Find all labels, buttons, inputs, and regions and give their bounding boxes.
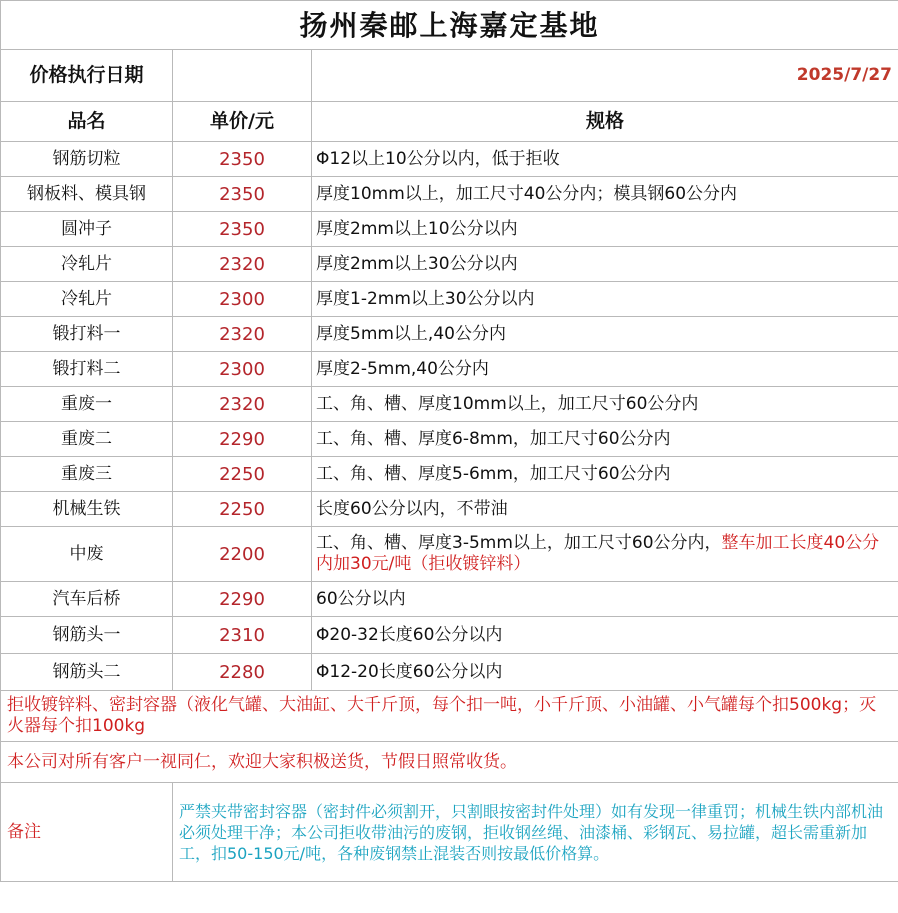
item-price: 2250 [173, 457, 312, 492]
item-spec: 厚度1-2mm以上30公分以内 [316, 288, 535, 309]
item-spec-cell [312, 527, 898, 582]
item-name: 冷轧片 [1, 247, 173, 282]
item-spec-cell [312, 654, 898, 691]
item-spec-cell [312, 422, 898, 457]
policy-note: 本公司对所有客户一视同仁，欢迎大家积极送货，节假日照常收货。 [1, 742, 898, 783]
item-name: 钢筋头二 [1, 654, 173, 691]
item-name: 钢筋头一 [1, 617, 173, 654]
item-spec-cell [312, 317, 898, 352]
item-price: 2350 [173, 142, 312, 177]
table-row [1, 527, 898, 582]
table-row [1, 247, 898, 282]
item-name: 圆冲子 [1, 212, 173, 247]
item-price: 2350 [173, 177, 312, 212]
item-price: 2280 [173, 654, 312, 691]
table-row [1, 617, 898, 654]
table-row [1, 582, 898, 617]
item-price: 2350 [173, 212, 312, 247]
item-name: 锻打料二 [1, 352, 173, 387]
item-name: 重废二 [1, 422, 173, 457]
item-price: 2200 [173, 527, 312, 582]
item-spec-cell [312, 617, 898, 654]
item-spec: 工、角、槽、厚度5-6mm，加工尺寸60公分内 [316, 463, 671, 484]
item-price: 2290 [173, 422, 312, 457]
remark-label: 备注 [1, 783, 173, 882]
item-name: 重废一 [1, 387, 173, 422]
item-spec-cell [312, 177, 898, 212]
item-spec: 工、角、槽、厚度6-8mm，加工尺寸60公分内 [316, 428, 671, 449]
item-spec-cell [312, 352, 898, 387]
item-name: 中废 [1, 527, 173, 582]
table-row [1, 142, 898, 177]
item-spec-highlight: 整车加工长度40公分内加30元/吨（拒收镀锌料） [316, 533, 880, 574]
item-spec: 厚度2-5mm,40公分内 [316, 358, 489, 379]
table-row [1, 352, 898, 387]
item-spec: 厚度10mm以上，加工尺寸40公分内；模具钢60公分内 [316, 183, 738, 204]
item-spec-cell [312, 582, 898, 617]
item-name: 钢筋切粒 [1, 142, 173, 177]
item-spec: 长度60公分以内，不带油 [316, 498, 508, 519]
item-price: 2310 [173, 617, 312, 654]
item-spec: 工、角、槽、厚度3-5mm以上，加工尺寸60公分内， [316, 533, 722, 553]
header-spec: 规格 [312, 102, 898, 142]
item-price: 2320 [173, 317, 312, 352]
item-name: 锻打料一 [1, 317, 173, 352]
item-price: 2320 [173, 387, 312, 422]
item-spec: Φ12以上10公分以内，低于拒收 [316, 148, 560, 169]
item-price: 2290 [173, 582, 312, 617]
table-row [1, 177, 898, 212]
date-label: 价格执行日期 [1, 50, 173, 102]
item-spec-cell [312, 212, 898, 247]
item-price: 2300 [173, 282, 312, 317]
item-spec: 厚度2mm以上30公分以内 [316, 253, 518, 274]
item-spec: 厚度5mm以上,40公分内 [316, 323, 506, 344]
item-name: 机械生铁 [1, 492, 173, 527]
table-row [1, 422, 898, 457]
table-row [1, 317, 898, 352]
header-price: 单价/元 [173, 102, 312, 142]
item-spec-cell [312, 247, 898, 282]
item-name: 汽车后桥 [1, 582, 173, 617]
sheet-title: 扬州秦邮上海嘉定基地 [1, 1, 898, 50]
item-spec: 60公分以内 [316, 588, 406, 609]
item-spec-cell [312, 282, 898, 317]
item-price: 2250 [173, 492, 312, 527]
item-spec-cell [312, 492, 898, 527]
item-name: 钢板料、模具钢 [1, 177, 173, 212]
table-row [1, 282, 898, 317]
item-name: 重废三 [1, 457, 173, 492]
item-spec: Φ12-20长度60公分以内 [316, 661, 503, 682]
table-row [1, 457, 898, 492]
item-spec: 厚度2mm以上10公分以内 [316, 218, 518, 239]
remark-text: 严禁夹带密封容器（密封件必须割开，只割眼按密封件处理）如有发现一律重罚；机械生铁内部机油必须处理干净；本公司拒收带油污的废钢，拒收钢丝绳、油漆桶、彩钢瓦、易拉罐，超长需重新加工，扣50-150元/吨，各种废钢禁止混装否则按最低价格算。 [173, 783, 898, 882]
date-blank-cell [173, 50, 312, 102]
table-row [1, 492, 898, 527]
item-name: 冷轧片 [1, 282, 173, 317]
reject-note: 拒收镀锌料、密封容器（液化气罐、大油缸、大千斤顶，每个扣一吨，小千斤顶、小油罐、小气罐每个扣500kg；灭火器每个扣100kg [1, 691, 898, 742]
date-value: 2025/7/27 [312, 50, 898, 102]
header-name: 品名 [1, 102, 173, 142]
item-price: 2300 [173, 352, 312, 387]
item-spec-cell [312, 387, 898, 422]
item-spec: Φ20-32长度60公分以内 [316, 624, 503, 645]
table-row [1, 654, 898, 691]
table-row [1, 387, 898, 422]
item-spec: 工、角、槽、厚度10mm以上，加工尺寸60公分内 [316, 393, 699, 414]
table-row [1, 212, 898, 247]
item-price: 2320 [173, 247, 312, 282]
item-spec-cell [312, 457, 898, 492]
item-spec-cell [312, 142, 898, 177]
